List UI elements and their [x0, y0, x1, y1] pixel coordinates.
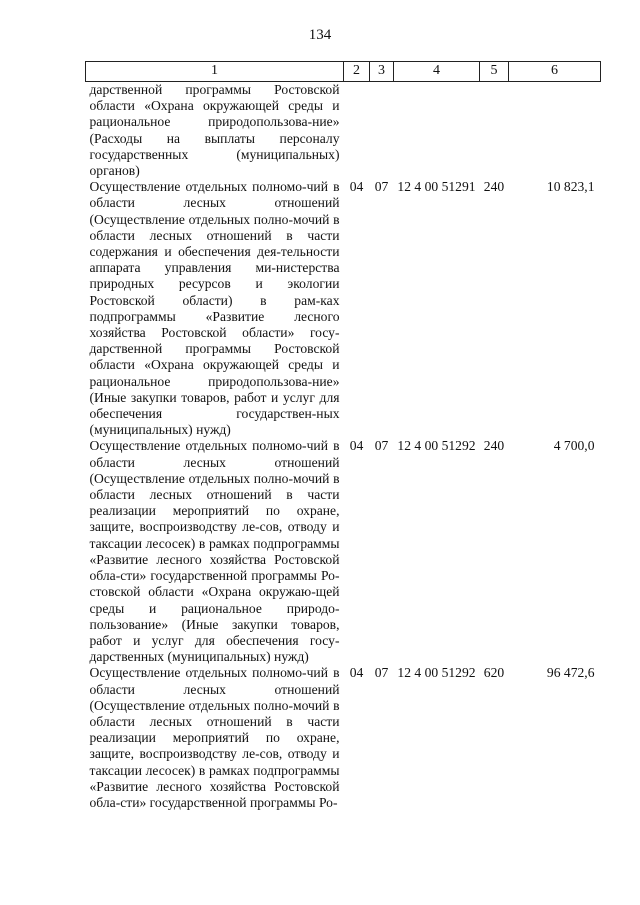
row-expense-type: 620 — [483, 665, 505, 681]
row-target-article: 12 4 00 51292 — [397, 665, 476, 681]
table-row — [86, 665, 601, 811]
row-target-article: 12 4 00 51292 — [397, 438, 476, 454]
row-description: Осуществление отдельных полномо-чий в области лесных отношений (Осуществление отдельных полно-мочий в области лесных отношений в части содержания и обеспечения дея-тельности аппарата управления ми-нистерства природных ресурсов и экологии Ростовской области) в рам-ках подпрограммы «Развитие лесного хозяйства Ростовской области» госу-дарственной программы Ростовской области «Охрана окружающей среды и рациональное природопользова-ние» (Иные закупки товаров, работ и услуг для обеспечения государствен-ных (муниципальных) нужд) — [89, 179, 340, 438]
row-target-article: 12 4 00 51291 — [397, 179, 476, 195]
row-amount: 96 472,6 — [546, 665, 595, 681]
header-col-5: 5 — [480, 62, 509, 82]
header-col-3: 3 — [370, 62, 394, 82]
budget-table — [85, 61, 601, 811]
row-section: 04 — [349, 665, 364, 681]
row-subsection: 07 — [374, 438, 389, 454]
table-row — [86, 179, 601, 438]
row-expense-type: 240 — [483, 179, 505, 195]
row-description: Осуществление отдельных полномо-чий в области лесных отношений (Осуществление отдельных полно-мочий в области лесных отношений в части реализации мероприятий по охране, защите, воспроизводству ле-сов, отводу и таксации лесосек) в рамках подпрограммы «Развитие лесного хозяйства Ростовской обла-сти» государственной программы Ро- — [89, 665, 340, 810]
header-col-1: 1 — [86, 62, 344, 82]
row-section: 04 — [349, 438, 364, 454]
header-col-4: 4 — [394, 62, 480, 82]
row-expense-type: 240 — [483, 438, 505, 454]
row-description: Осуществление отдельных полномо-чий в области лесных отношений (Осуществление отдельных полно-мочий в области лесных отношений в части реализации мероприятий по охране, защите, воспроизводству ле-сов, отводу и таксации лесосек) в рамках подпрограммы «Развитие лесного хозяйства Ростовской обла-сти» государственной программы Ро-стовской области «Охрана окружаю-щей среды и рациональное природо-пользование» (Иные закупки товаров, работ и услуг для обеспечения госу-дарственных (муниципальных) нужд) — [89, 438, 340, 665]
row-amount: 4 700,0 — [553, 438, 595, 454]
row-subsection: 07 — [374, 179, 389, 195]
row-amount: 10 823,1 — [546, 179, 595, 195]
page-number: 134 — [308, 27, 332, 43]
row-section: 04 — [349, 179, 364, 195]
table-row — [86, 438, 601, 665]
row-subsection: 07 — [374, 665, 389, 681]
table-row-continuation — [86, 82, 601, 180]
header-col-2: 2 — [344, 62, 370, 82]
row-description: дарственной программы Ростовской области «Охрана окружающей среды и рациональное природопользова-ние» (Расходы на выплаты персоналу государственных (муниципальных) органов) — [89, 82, 340, 179]
header-col-6: 6 — [509, 62, 601, 82]
table-header-row — [86, 62, 601, 82]
